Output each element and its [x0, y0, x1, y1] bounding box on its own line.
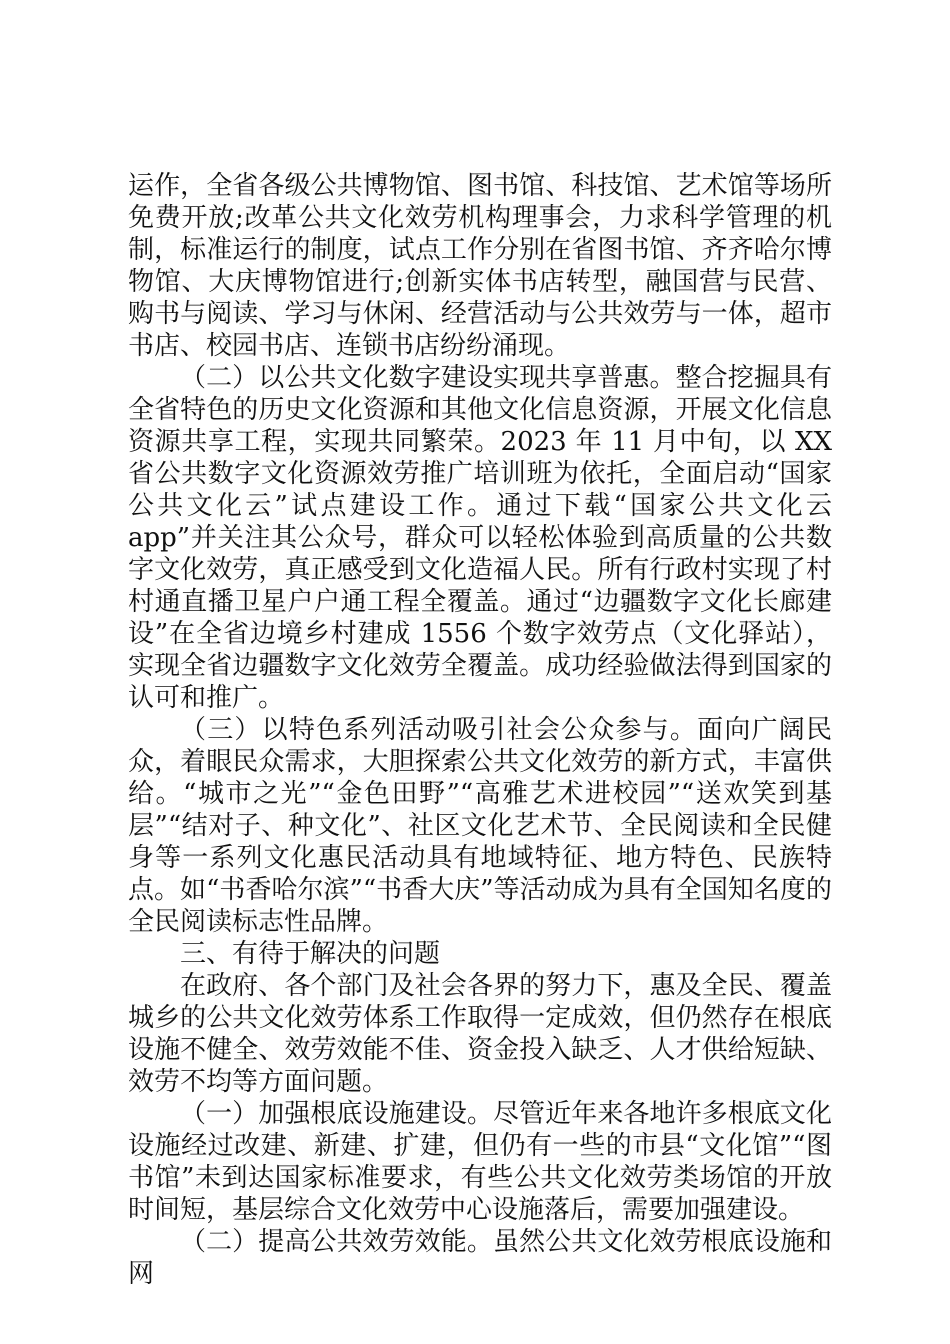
paragraph-problem-2: （二）提高公共效劳效能。虽然公共文化效劳根底设施和网 [128, 1227, 832, 1289]
section-heading: 三、有待于解决的问题 [180, 939, 441, 969]
paragraph-problem-1: （一）加强根底设施建设。尽管近年来各地许多根底文化设施经过改建、新建、扩建，但仍有一些的市县“文化馆”“图书馆”未到达国家标准要求，有些公共文化效劳类场馆的开放时间短，基层综合文化效劳中心设施落后，需要加强建设。 [128, 1099, 832, 1225]
paragraph-continuation: 运作，全省各级公共博物馆、图书馆、科技馆、艺术馆等场所免费开放;改革公共文化效劳机构理事会，力求科学管理的机制，标准运行的制度，试点工作分别在省图书馆、齐齐哈尔博物馆、大庆博物馆进行;创新实体书店转型，融国营与民营、购书与阅读、学习与休闲、经营活动与公共效劳与一体，超市书店、校园书店、连锁书店纷纷涌现。 [128, 171, 832, 361]
paragraph-section-2: （二）以公共文化数字建设实现共享普惠。整合挖掘具有全省特色的历史文化资源和其他文化信息资源，开展文化信息资源共享工程，实现共同繁荣。2023 年 11 月中旬，以 XX 省公共数字文化资源效劳推广培训班为依托，全面启动“国家公共文化云”试点建设工作。通过下载“国家公共文化云 app”并关注其公众号，群众可以轻松体验到高质量的公共数字文化效劳，真正感受到文化造福人民。所有行政村实现了村村通直播卫星户户通工程全覆盖。通过“边疆数字文化长廊建设”在全省边境乡村建成 1556 个数字效劳点（文化驿站），实现全省边疆数字文化效劳全覆盖。成功经验做法得到国家的认可和推广。 [128, 363, 832, 713]
document-body [128, 170, 832, 1290]
paragraph-problems-intro: 在政府、各个部门及社会各界的努力下，惠及全民、覆盖城乡的公共文化效劳体系工作取得一定成效，但仍然存在根底设施不健全、效劳效能不佳、资金投入缺乏、人才供给短缺、效劳不均等方面问题。 [128, 971, 832, 1097]
paragraph-section-3: （三）以特色系列活动吸引社会公众参与。面向广阔民众，着眼民众需求，大胆探索公共文化效劳的新方式，丰富供给。“城市之光”“金色田野”“高雅艺术进校园”“送欢笑到基层”“结对子、种文化”、社区文化艺术节、全民阅读和全民健身等一系列文化惠民活动具有地域特征、地方特色、民族特点。如“书香哈尔滨”“书香大庆”等活动成为具有全国知名度的全民阅读标志性品牌。 [128, 715, 832, 937]
